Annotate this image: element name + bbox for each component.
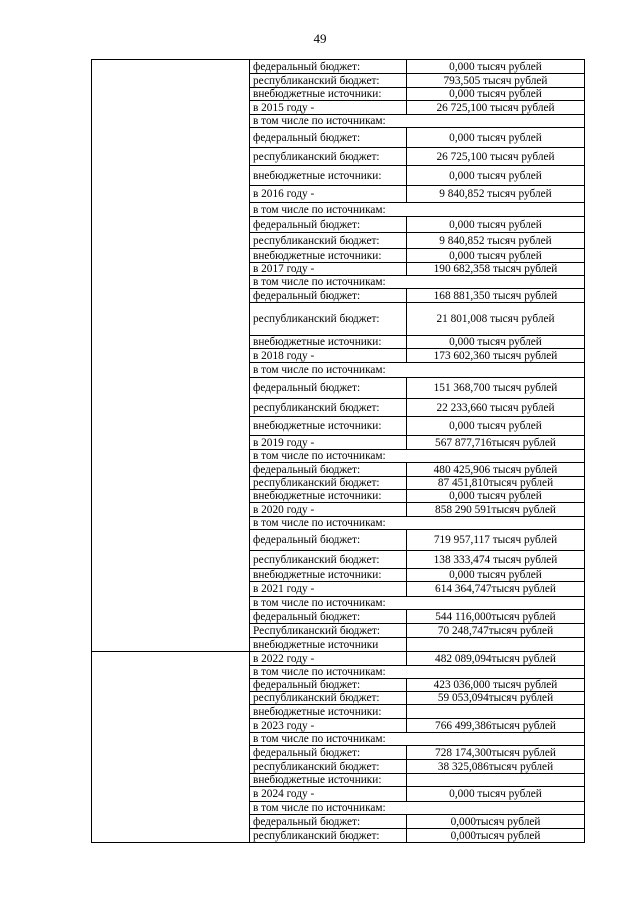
row-value: 0,000 тысяч рублей xyxy=(407,128,585,148)
row-label: в том числе по источникам: xyxy=(250,666,585,679)
row-value: 0,000 тысяч рублей xyxy=(407,60,585,74)
row-value: 766 499,386тысяч рублей xyxy=(407,719,585,733)
row-label: федеральный бюджет: xyxy=(250,530,407,551)
row-label: внебюджетные источники: xyxy=(250,569,407,582)
row-label: внебюджетные источники: xyxy=(250,490,407,503)
row-label: республиканский бюджет: xyxy=(250,551,407,569)
row-label: республиканский бюджет: xyxy=(250,399,407,417)
row-label: республиканский бюджет: xyxy=(250,74,407,88)
row-label: внебюджетные источники: xyxy=(250,417,407,436)
row-value: 480 425,906 тысяч рублей xyxy=(407,463,585,477)
row-value: 0,000 тысяч рублей xyxy=(407,490,585,503)
row-label: внебюджетные источники: xyxy=(250,88,407,101)
row-label: в 2018 году - xyxy=(250,349,407,363)
row-value: 151 368,700 тысяч рублей xyxy=(407,378,585,399)
row-label: в 2016 году - xyxy=(250,186,407,203)
row-value: 0,000 тысяч рублей xyxy=(407,569,585,582)
row-label: в 2019 году - xyxy=(250,436,407,450)
row-label: в том числе по источникам: xyxy=(250,733,585,746)
row-label: федеральный бюджет: xyxy=(250,679,407,692)
row-label: республиканский бюджет: xyxy=(250,233,407,249)
row-value: 567 877,716тысяч рублей xyxy=(407,436,585,450)
row-label: в том числе по источникам: xyxy=(250,450,585,463)
table-row xyxy=(92,652,585,666)
budget-table xyxy=(91,59,585,843)
row-value: 0,000тысяч рублей xyxy=(407,829,585,843)
row-value: 138 333,474 тысяч рублей xyxy=(407,551,585,569)
row-value: 0,000 тысяч рублей xyxy=(407,787,585,802)
row-value: 423 036,000 тысяч рублей xyxy=(407,679,585,692)
row-value: 482 089,094тысяч рублей xyxy=(407,652,585,666)
row-label: федеральный бюджет: xyxy=(250,815,407,829)
row-label: федеральный бюджет: xyxy=(250,378,407,399)
row-value: 87 451,810тысяч рублей xyxy=(407,477,585,490)
left-column-cell xyxy=(92,652,250,843)
row-value: 793,505 тысяч рублей xyxy=(407,74,585,88)
row-value: 0,000 тысяч рублей xyxy=(407,336,585,349)
row-value: 719 957,117 тысяч рублей xyxy=(407,530,585,551)
row-label: в 2022 году - xyxy=(250,652,407,666)
row-label: внебюджетные источники: xyxy=(250,705,407,719)
row-value: 9 840,852 тысяч рублей xyxy=(407,233,585,249)
row-label: федеральный бюджет: xyxy=(250,746,407,760)
row-value: 70 248,747тысяч рублей xyxy=(407,624,585,638)
row-label: в том числе по источникам: xyxy=(250,802,585,815)
row-label: республиканский бюджет: xyxy=(250,477,407,490)
row-value: 858 290 591тысяч рублей xyxy=(407,503,585,517)
row-label: внебюджетные источники: xyxy=(250,249,407,263)
row-label: внебюджетные источники xyxy=(250,638,407,652)
row-label: федеральный бюджет: xyxy=(250,610,407,624)
row-value xyxy=(407,638,585,652)
row-value: 22 233,660 тысяч рублей xyxy=(407,399,585,417)
row-label: в том числе по источникам: xyxy=(250,517,585,530)
row-label: федеральный бюджет: xyxy=(250,128,407,148)
row-value: 173 602,360 тысяч рублей xyxy=(407,349,585,363)
row-label: в том числе по источникам: xyxy=(250,203,585,217)
row-value: 26 725,100 тысяч рублей xyxy=(407,101,585,115)
row-label: в 2023 году - xyxy=(250,719,407,733)
row-value: 168 881,350 тысяч рублей xyxy=(407,289,585,303)
row-value: 21 801,008 тысяч рублей xyxy=(407,303,585,336)
row-label: в том числе по источникам: xyxy=(250,363,585,378)
row-label: федеральный бюджет: xyxy=(250,217,407,233)
row-label: в 2017 году - xyxy=(250,263,407,276)
page-number: 49 xyxy=(313,31,327,46)
budget-table-body xyxy=(92,60,585,843)
row-value: 0,000 тысяч рублей xyxy=(407,166,585,186)
left-column-cell xyxy=(92,60,250,652)
row-value: 38 325,086тысяч рублей xyxy=(407,760,585,774)
row-label: республиканский бюджет: xyxy=(250,760,407,774)
row-label: внебюджетные источники: xyxy=(250,336,407,349)
row-value: 190 682,358 тысяч рублей xyxy=(407,263,585,276)
row-value: 544 116,000тысяч рублей xyxy=(407,610,585,624)
row-label: Республиканский бюджет: xyxy=(250,624,407,638)
row-label: в том числе по источникам: xyxy=(250,276,585,289)
row-value: 0,000 тысяч рублей xyxy=(407,249,585,263)
row-label: федеральный бюджет: xyxy=(250,60,407,74)
row-label: в 2024 году - xyxy=(250,787,407,802)
row-label: в 2021 году - xyxy=(250,582,407,597)
row-label: в 2020 году - xyxy=(250,503,407,517)
row-value xyxy=(407,705,585,719)
row-label: внебюджетные источники: xyxy=(250,166,407,186)
row-label: внебюджетные источники: xyxy=(250,774,407,787)
row-value: 0,000 тысяч рублей xyxy=(407,417,585,436)
row-label: федеральный бюджет: xyxy=(250,289,407,303)
row-value: 59 053,094тысяч рублей xyxy=(407,692,585,705)
row-label: республиканский бюджет: xyxy=(250,692,407,705)
row-label: федеральный бюджет: xyxy=(250,463,407,477)
row-value: 9 840,852 тысяч рублей xyxy=(407,186,585,203)
row-value: 0,000 тысяч рублей xyxy=(407,217,585,233)
row-label: в том числе по источникам: xyxy=(250,115,585,128)
table-row xyxy=(92,60,585,74)
row-value: 0,000 тысяч рублей xyxy=(407,88,585,101)
row-label: в том числе по источникам: xyxy=(250,597,585,610)
row-value xyxy=(407,774,585,787)
row-label: в 2015 году - xyxy=(250,101,407,115)
row-value: 728 174,300тысяч рублей xyxy=(407,746,585,760)
row-label: республиканский бюджет: xyxy=(250,829,407,843)
row-value: 26 725,100 тысяч рублей xyxy=(407,148,585,166)
row-value: 0,000тысяч рублей xyxy=(407,815,585,829)
row-label: республиканский бюджет: xyxy=(250,148,407,166)
row-value: 614 364,747тысяч рублей xyxy=(407,582,585,597)
row-label: республиканский бюджет: xyxy=(250,303,407,336)
